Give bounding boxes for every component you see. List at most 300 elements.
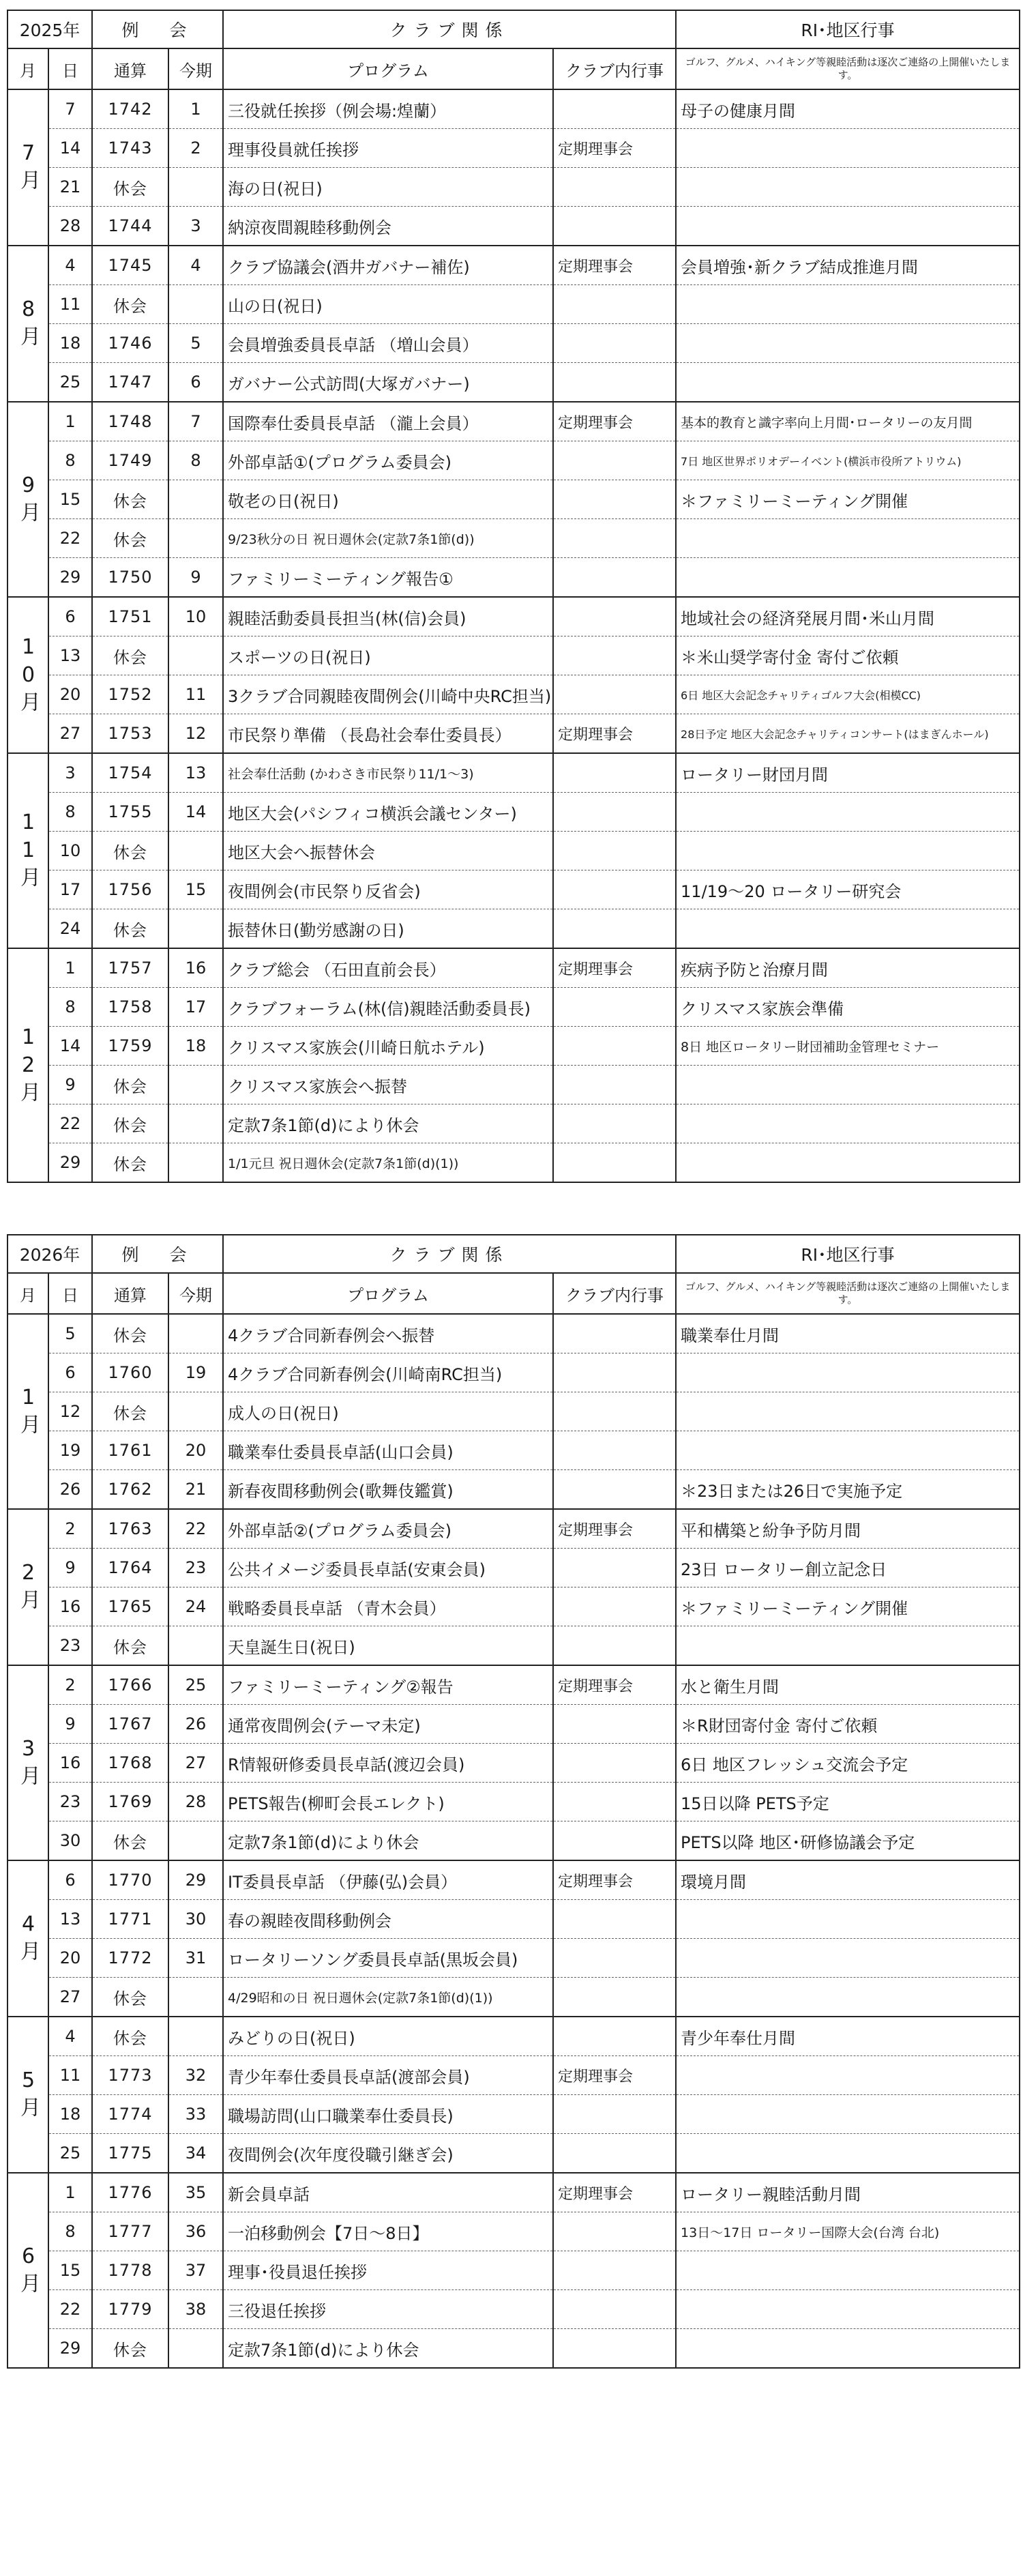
day-cell: 1 [48,948,92,988]
program-cell: 春の親睦夜間移動例会 [223,1900,553,1939]
ri-district-cell: ロータリー財団月間 [676,753,1020,793]
club-internal-cell: 定期理事会 [553,2173,676,2212]
period-cell: 34 [168,2134,223,2174]
period-cell [168,2017,223,2056]
day-cell: 1 [48,402,92,441]
serial-cell: 1770 [92,1860,168,1900]
serial-cell: 1762 [92,1470,168,1510]
ri-district-cell: 7日 地区世界ポリオデーイベント(横浜市役所アトリウム) [676,441,1020,480]
period-cell: 30 [168,1900,223,1939]
table-row [8,1705,1020,1744]
program-cell: 通常夜間例会(テーマ未定) [223,1705,553,1744]
day-cell: 11 [48,2056,92,2095]
ri-district-cell: 青少年奉仕月間 [676,2017,1020,2056]
day-cell: 20 [48,1939,92,1978]
table-row [8,597,1020,636]
ri-district-cell: PETS以降 地区･研修協議会予定 [676,1821,1020,1861]
club-internal-cell [553,1978,676,2017]
serial-cell: 1746 [92,324,168,363]
club-internal-cell [553,1900,676,1939]
period-cell: 31 [168,1939,223,1978]
period-cell: 2 [168,129,223,168]
club-relations-header: クラブ関係 [223,1235,676,1273]
ri-district-cell [676,207,1020,246]
period-cell [168,480,223,519]
program-cell: 外部卓話①(プログラム委員会) [223,441,553,480]
day-cell: 3 [48,753,92,793]
day-cell: 23 [48,1783,92,1821]
serial-cell: 1745 [92,246,168,285]
club-internal-cell: 定期理事会 [553,2056,676,2095]
day-cell: 22 [48,1104,92,1143]
period-cell: 11 [168,675,223,714]
ri-district-cell [676,2251,1020,2290]
program-cell: 新春夜間移動例会(歌舞伎鑑賞) [223,1470,553,1510]
ri-district-cell [676,2329,1020,2369]
club-internal-cell [553,832,676,870]
day-cell: 9 [48,1705,92,1744]
period-cell: 27 [168,1744,223,1783]
program-cell: みどりの日(祝日) [223,2017,553,2056]
club-internal-cell [553,1626,676,1666]
day-cell: 29 [48,2329,92,2369]
ri-district-cell [676,168,1020,207]
day-cell: 29 [48,558,92,598]
day-cell: 8 [48,793,92,832]
program-cell: 社会奉仕活動 (かわさき市民祭り11/1～3) [223,753,553,793]
club-internal-cell [553,1744,676,1783]
serial-cell: 休会 [92,480,168,519]
table-row [8,246,1020,285]
table-row [8,1509,1020,1549]
period-cell [168,1978,223,2017]
serial-cell: 1778 [92,2251,168,2290]
table-row [8,2056,1020,2095]
serial-cell: 1764 [92,1549,168,1587]
period-cell: 19 [168,1353,223,1392]
day-cell: 18 [48,324,92,363]
ri-district-cell: ＊R財団寄付金 寄付ご依頼 [676,1705,1020,1744]
day-cell: 1 [48,2173,92,2212]
ri-district-cell: 6日 地区フレッシュ交流会予定 [676,1744,1020,1783]
club-internal-cell [553,1783,676,1821]
ri-district-cell: 23日 ロータリー創立記念日 [676,1549,1020,1587]
ri-district-cell: 28日予定 地区大会記念チャリティコンサート(はまぎんホール) [676,714,1020,754]
period-cell [168,1392,223,1431]
table-row [8,714,1020,754]
day-cell: 11 [48,285,92,324]
day-cell: 26 [48,1470,92,1510]
ri-district-cell [676,1143,1020,1183]
ri-district-cell: 環境月間 [676,1860,1020,1900]
table-row [8,948,1020,988]
period-cell: 28 [168,1783,223,1821]
day-cell: 29 [48,1143,92,1183]
serial-cell: 休会 [92,1392,168,1431]
table-row [8,636,1020,675]
day-cell: 25 [48,2134,92,2174]
program-cell: クラブフォーラム(林(信)親睦活動委員長) [223,988,553,1027]
table-row [8,1027,1020,1066]
club-internal-cell [553,1353,676,1392]
period-cell [168,1104,223,1143]
club-internal-cell [553,2134,676,2174]
ri-district-cell: ＊ファミリーミーティング開催 [676,480,1020,519]
club-internal-cell [553,1470,676,1510]
period-cell: 21 [168,1470,223,1510]
day-cell: 2 [48,1665,92,1705]
schedule-table-2025 [7,10,1020,1183]
table-row [8,793,1020,832]
program-cell: 3クラブ合同親睦夜間例会(川崎中央RC担当) [223,675,553,714]
club-internal-cell [553,2017,676,2056]
period-cell [168,1821,223,1861]
table-row [8,1978,1020,2017]
program-cell: ファミリーミーティング報告① [223,558,553,598]
club-internal-cell [553,519,676,558]
serial-cell: 1754 [92,753,168,793]
period-cell [168,832,223,870]
club-internal-cell [553,480,676,519]
serial-cell: 1744 [92,207,168,246]
ri-district-cell [676,2134,1020,2174]
ri-district-cell: ロータリー親睦活動月間 [676,2173,1020,2212]
period-cell: 7 [168,402,223,441]
table-row [8,129,1020,168]
table-row [8,480,1020,519]
program-cell: 4/29昭和の日 祝日週休会(定款7条1節(d)(1)) [223,1978,553,2017]
club-internal-cell: 定期理事会 [553,948,676,988]
ri-district-cell: 会員増強･新クラブ結成推進月間 [676,246,1020,285]
club-internal-cell: 定期理事会 [553,1860,676,1900]
serial-cell: 1748 [92,402,168,441]
serial-cell: 1755 [92,793,168,832]
serial-cell: 休会 [92,1626,168,1666]
table-row [8,2212,1020,2251]
ri-district-cell [676,2095,1020,2134]
table-row [8,168,1020,207]
serial-cell: 1743 [92,129,168,168]
day-cell: 27 [48,1978,92,2017]
period-cell: 17 [168,988,223,1027]
period-cell: 38 [168,2290,223,2329]
day-cell: 30 [48,1821,92,1861]
regular-meeting-header: 例 会 [92,10,223,48]
club-internal-cell [553,2329,676,2369]
serial-cell: 1759 [92,1027,168,1066]
table-row [8,89,1020,129]
table-row [8,2290,1020,2329]
day-cell: 9 [48,1549,92,1587]
month-label: 7月 [8,89,48,246]
period-cell: 37 [168,2251,223,2290]
program-cell: 地区大会(パシフィコ横浜会議センター) [223,793,553,832]
day-cell: 21 [48,168,92,207]
club-internal-cell [553,988,676,1027]
club-internal-cell [553,1314,676,1353]
serial-cell: 1753 [92,714,168,754]
day-cell: 14 [48,129,92,168]
table-row [8,1626,1020,1666]
serial-cell: 休会 [92,832,168,870]
period-cell: 24 [168,1587,223,1626]
program-cell: 成人の日(祝日) [223,1392,553,1431]
table-row [8,2251,1020,2290]
regular-meeting-header: 例 会 [92,1235,223,1273]
day-cell: 4 [48,246,92,285]
period-cell: 26 [168,1705,223,1744]
serial-cell: 休会 [92,1978,168,2017]
period-cell: 29 [168,1860,223,1900]
club-internal-cell: 定期理事会 [553,129,676,168]
day-cell: 20 [48,675,92,714]
day-cell: 2 [48,1509,92,1549]
ri-district-cell: ＊米山奨学寄付金 寄付ご依頼 [676,636,1020,675]
day-cell: 12 [48,1392,92,1431]
day-cell: 13 [48,636,92,675]
club-internal-cell [553,89,676,129]
day-cell: 28 [48,207,92,246]
program-header: プログラム [223,48,553,89]
serial-cell: 1756 [92,870,168,909]
club-internal-cell [553,324,676,363]
program-cell: 三役就任挨拶（例会場:煌蘭） [223,89,553,129]
period-cell: 23 [168,1549,223,1587]
period-cell: 25 [168,1665,223,1705]
serial-cell: 休会 [92,519,168,558]
serial-cell: 1757 [92,948,168,988]
period-cell: 10 [168,597,223,636]
ri-district-cell [676,519,1020,558]
club-internal-cell [553,1549,676,1587]
club-internal-cell [553,909,676,949]
table-row [8,1431,1020,1470]
month-label: 1月 [8,1314,48,1509]
day-cell: 22 [48,2290,92,2329]
period-cell [168,1626,223,1666]
club-internal-cell [553,753,676,793]
program-cell: 理事役員就任挨拶 [223,129,553,168]
table-row [8,1470,1020,1510]
ri-district-cell [676,1353,1020,1392]
year-label: 2026年 [8,1235,92,1273]
ri-district-cell [676,1978,1020,2017]
day-cell: 9 [48,1066,92,1104]
ri-district-cell: 6日 地区大会記念チャリティゴルフ大会(相模CC) [676,675,1020,714]
period-cell: 6 [168,363,223,402]
serial-cell: 1774 [92,2095,168,2134]
table-row [8,1939,1020,1978]
serial-cell: 休会 [92,636,168,675]
table-row [8,870,1020,909]
club-internal-header: クラブ内行事 [553,1273,676,1314]
program-cell: 理事･役員退任挨拶 [223,2251,553,2290]
period-cell: 20 [168,1431,223,1470]
club-internal-cell [553,1143,676,1183]
period-cell: 15 [168,870,223,909]
period-header: 今期 [168,48,223,89]
ri-district-cell: 15日以降 PETS予定 [676,1783,1020,1821]
serial-cell: 1771 [92,1900,168,1939]
club-internal-cell: 定期理事会 [553,714,676,754]
serial-cell: 1775 [92,2134,168,2174]
table-row [8,1314,1020,1353]
table-row [8,402,1020,441]
serial-cell: 休会 [92,2017,168,2056]
serial-cell: 1763 [92,1509,168,1549]
ri-district-cell: 地域社会の経済発展月間･米山月間 [676,597,1020,636]
period-cell: 16 [168,948,223,988]
period-cell: 8 [168,441,223,480]
ri-district-cell: 疾病予防と治療月間 [676,948,1020,988]
period-cell: 12 [168,714,223,754]
ri-district-cell [676,363,1020,402]
ri-district-cell: ＊23日または26日で実施予定 [676,1470,1020,1510]
ri-district-cell [676,558,1020,598]
period-cell: 14 [168,793,223,832]
table-row [8,1900,1020,1939]
program-cell: 国際奉仕委員長卓話 （瀧上会員） [223,402,553,441]
day-header: 日 [48,1273,92,1314]
month-label: 2月 [8,1509,48,1665]
ri-district-cell [676,1104,1020,1143]
program-cell: ファミリーミーティング②報告 [223,1665,553,1705]
table-row [8,324,1020,363]
serial-cell: 1777 [92,2212,168,2251]
club-internal-cell [553,1705,676,1744]
month-label: 11月 [8,753,48,948]
period-cell: 3 [168,207,223,246]
table-row [8,675,1020,714]
table-row [8,2095,1020,2134]
program-cell: 定款7条1節(d)により休会 [223,2329,553,2369]
program-cell: 地区大会へ振替休会 [223,832,553,870]
program-cell: 4クラブ合同新春例会へ振替 [223,1314,553,1353]
table-row [8,1860,1020,1900]
program-cell: 4クラブ合同新春例会(川崎南RC担当) [223,1353,553,1392]
program-cell: 1/1元旦 祝日週休会(定款7条1節(d)(1)) [223,1143,553,1183]
period-cell [168,519,223,558]
day-cell: 15 [48,480,92,519]
period-cell: 22 [168,1509,223,1549]
serial-cell: 1769 [92,1783,168,1821]
club-internal-cell [553,597,676,636]
period-cell [168,2329,223,2369]
ri-district-cell [676,909,1020,949]
ri-district-cell: 平和構築と紛争予防月間 [676,1509,1020,1549]
period-cell [168,168,223,207]
program-cell: ロータリーソング委員長卓話(黒坂会員) [223,1939,553,1978]
club-internal-cell [553,1027,676,1066]
club-internal-cell [553,2095,676,2134]
period-cell: 32 [168,2056,223,2095]
ri-district-cell: 基本的教育と識字率向上月間･ロータリーの友月間 [676,402,1020,441]
table-row [8,988,1020,1027]
program-cell: 戦略委員長卓話 （青木会員） [223,1587,553,1626]
table-row [8,1665,1020,1705]
serial-cell: 1749 [92,441,168,480]
serial-cell: 休会 [92,168,168,207]
table-row [8,1066,1020,1104]
club-internal-cell [553,870,676,909]
club-internal-header: クラブ内行事 [553,48,676,89]
ri-district-cell [676,1392,1020,1431]
serial-cell: 1779 [92,2290,168,2329]
table-row [8,2017,1020,2056]
program-cell: 夜間例会(次年度役職引継ぎ会) [223,2134,553,2174]
program-cell: 納涼夜間親睦移動例会 [223,207,553,246]
club-internal-cell [553,363,676,402]
period-cell: 36 [168,2212,223,2251]
day-cell: 10 [48,832,92,870]
period-cell [168,285,223,324]
period-cell [168,1066,223,1104]
program-cell: 一泊移動例会【7日～8日】 [223,2212,553,2251]
schedule-table-2026 [7,1234,1020,2369]
program-cell: 市民祭り準備 （長島社会奉仕委員長） [223,714,553,754]
program-cell: 会員増強委員長卓話 （増山会員） [223,324,553,363]
table-row [8,1104,1020,1143]
period-cell: 9 [168,558,223,598]
table-row [8,753,1020,793]
day-cell: 8 [48,441,92,480]
period-cell: 18 [168,1027,223,1066]
program-cell: クラブ協議会(酒井ガバナー補佐) [223,246,553,285]
club-internal-cell [553,793,676,832]
serial-cell: 1766 [92,1665,168,1705]
serial-cell: 1768 [92,1744,168,1783]
program-cell: 天皇誕生日(祝日) [223,1626,553,1666]
period-cell: 33 [168,2095,223,2134]
program-cell: 9/23秋分の日 祝日週休会(定款7条1節(d)) [223,519,553,558]
day-cell: 17 [48,870,92,909]
program-cell: 青少年奉仕委員長卓話(渡部会員) [223,2056,553,2095]
program-cell: 山の日(祝日) [223,285,553,324]
club-internal-cell [553,285,676,324]
program-cell: クリスマス家族会(川崎日航ホテル) [223,1027,553,1066]
club-internal-cell [553,675,676,714]
period-cell: 5 [168,324,223,363]
club-internal-cell [553,2212,676,2251]
club-internal-cell [553,1821,676,1861]
program-cell: 公共イメージ委員長卓話(安東会員) [223,1549,553,1587]
table-row [8,832,1020,870]
ri-district-cell [676,1626,1020,1666]
month-label: 8月 [8,246,48,402]
serial-cell: 1765 [92,1587,168,1626]
day-cell: 8 [48,988,92,1027]
serial-cell: 休会 [92,1143,168,1183]
month-label: 6月 [8,2173,48,2368]
period-cell: 4 [168,246,223,285]
ri-district-cell: ＊ファミリーミーティング開催 [676,1587,1020,1626]
period-cell [168,909,223,949]
club-internal-cell [553,2251,676,2290]
club-internal-cell [553,2290,676,2329]
ri-district-cell: 職業奉仕月間 [676,1314,1020,1353]
program-cell: クラブ総会 （石田直前会長） [223,948,553,988]
serial-cell: 1767 [92,1705,168,1744]
day-cell: 25 [48,363,92,402]
club-internal-cell [553,1104,676,1143]
day-cell: 27 [48,714,92,754]
serial-cell: 休会 [92,2329,168,2369]
month-label: 5月 [8,2017,48,2173]
serial-cell: 1752 [92,675,168,714]
period-cell [168,636,223,675]
serial-cell: 休会 [92,1104,168,1143]
table-row [8,2329,1020,2369]
